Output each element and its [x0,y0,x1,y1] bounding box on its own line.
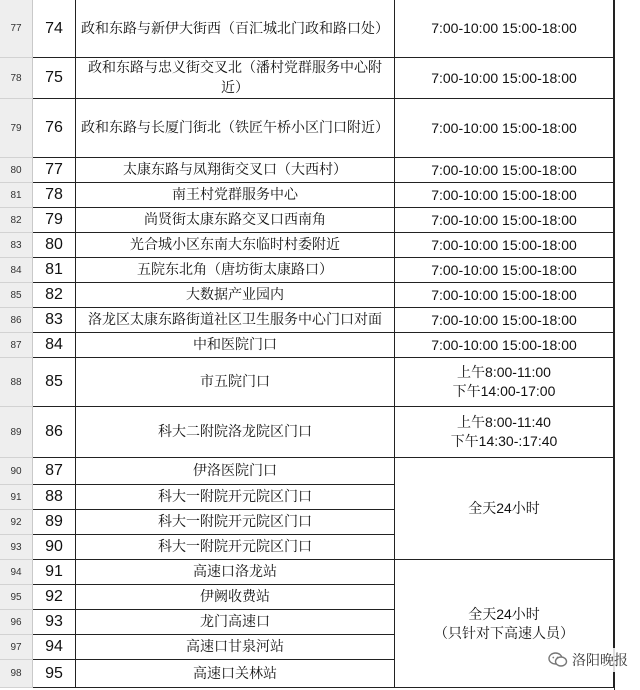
serial-number-cell: 90 [33,535,76,560]
location-cell: 政和东路与忠义街交叉北（潘村党群服务中心附近） [76,58,395,99]
row-number: 77 [0,0,33,58]
serial-number-cell: 74 [33,0,76,58]
location-cell: 光合城小区东南大东临时村委附近 [76,233,395,258]
serial-number-cell: 80 [33,233,76,258]
location-cell: 政和东路与长厦门街北（铁匠午桥小区门口附近） [76,99,395,158]
location-cell: 科大一附院开元院区门口 [76,510,395,535]
row-number: 80 [0,158,33,183]
serial-number-cell: 86 [33,407,76,458]
serial-number-cell: 88 [33,485,76,510]
serial-number-cell: 94 [33,635,76,660]
hours-cell: 上午8:00-11:40 下午14:30-:17:40 [395,407,614,458]
serial-number-cell: 75 [33,58,76,99]
hours-merged-cell-highway: 全天24小时 （只针对下高速人员） [395,560,614,688]
row-number: 79 [0,99,33,158]
row-number: 97 [0,635,33,660]
location-cell: 科大一附院开元院区门口 [76,535,395,560]
serial-number-cell: 89 [33,510,76,535]
hours-cell: 7:00-10:00 15:00-18:00 [395,233,614,258]
row-number: 88 [0,358,33,407]
location-cell: 尚贤街太康东路交叉口西南角 [76,208,395,233]
row-number: 92 [0,510,33,535]
location-cell: 洛龙区太康东路街道社区卫生服务中心门口对面 [76,308,395,333]
row-number: 85 [0,283,33,308]
location-cell: 科大一附院开元院区门口 [76,485,395,510]
hours-cell: 7:00-10:00 15:00-18:00 [395,308,614,333]
serial-number-cell: 93 [33,610,76,635]
location-cell: 市五院门口 [76,358,395,407]
row-number: 87 [0,333,33,358]
location-cell: 高速口关林站 [76,660,395,688]
row-number: 94 [0,560,33,585]
location-cell: 高速口甘泉河站 [76,635,395,660]
watermark [544,648,632,672]
row-number: 89 [0,407,33,458]
row-number: 91 [0,485,33,510]
row-number: 86 [0,308,33,333]
hours-cell: 7:00-10:00 15:00-18:00 [395,158,614,183]
row-number: 95 [0,585,33,610]
location-cell: 太康东路与凤翔街交叉口（大西村） [76,158,395,183]
row-number: 98 [0,660,33,688]
location-cell: 五院东北角（唐坊街太康路口） [76,258,395,283]
watermark-text: 洛阳晚报 [572,653,628,669]
serial-number-cell: 91 [33,560,76,585]
serial-number-cell: 81 [33,258,76,283]
hours-cell: 7:00-10:00 15:00-18:00 [395,333,614,358]
location-cell: 政和东路与新伊大街西（百汇城北门政和路口处） [76,0,395,58]
row-number: 82 [0,208,33,233]
row-number: 78 [0,58,33,99]
hours-cell: 7:00-10:00 15:00-18:00 [395,208,614,233]
location-cell: 南王村党群服务中心 [76,183,395,208]
row-number: 81 [0,183,33,208]
serial-number-cell: 78 [33,183,76,208]
serial-number-cell: 85 [33,358,76,407]
hours-cell: 上午8:00-11:00 下午14:00-17:00 [395,358,614,407]
serial-number-cell: 77 [33,158,76,183]
hours-cell: 7:00-10:00 15:00-18:00 [395,0,614,58]
serial-number-cell: 79 [33,208,76,233]
row-number: 93 [0,535,33,560]
location-cell: 伊洛医院门口 [76,458,395,485]
wechat-icon [548,652,568,668]
row-number: 90 [0,458,33,485]
location-cell: 伊阙收费站 [76,585,395,610]
serial-number-cell: 95 [33,660,76,688]
row-number: 96 [0,610,33,635]
serial-number-cell: 82 [33,283,76,308]
hours-cell: 7:00-10:00 15:00-18:00 [395,183,614,208]
hours-cell: 7:00-10:00 15:00-18:00 [395,58,614,99]
serial-number-cell: 87 [33,458,76,485]
hours-cell: 7:00-10:00 15:00-18:00 [395,283,614,308]
hours-cell: 7:00-10:00 15:00-18:00 [395,258,614,283]
row-number: 83 [0,233,33,258]
serial-number-cell: 83 [33,308,76,333]
location-cell: 龙门高速口 [76,610,395,635]
table-edge-column [614,0,640,690]
location-cell: 中和医院门口 [76,333,395,358]
location-cell: 科大二附院洛龙院区门口 [76,407,395,458]
location-cell: 高速口洛龙站 [76,560,395,585]
location-cell: 大数据产业园内 [76,283,395,308]
row-number: 84 [0,258,33,283]
hours-merged-cell-hospitals: 全天24小时 [395,458,614,560]
serial-number-cell: 76 [33,99,76,158]
serial-number-cell: 92 [33,585,76,610]
hours-cell: 7:00-10:00 15:00-18:00 [395,99,614,158]
serial-number-cell: 84 [33,333,76,358]
